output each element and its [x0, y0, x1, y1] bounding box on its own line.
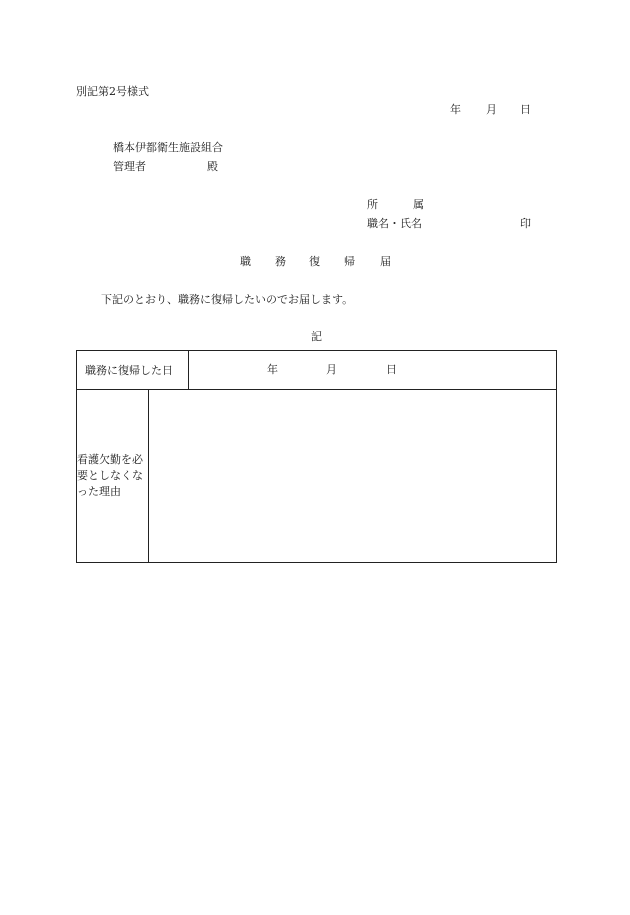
addressee-manager: 管理者: [113, 160, 146, 173]
addressee-honorific: 殿: [207, 160, 218, 173]
title-char-3: 復: [309, 255, 320, 268]
intro-text: 下記のとおり、職務に復帰したいのでお届します。: [101, 293, 354, 306]
addressee-organization: 橋本伊都衛生施設組合: [113, 141, 223, 154]
return-date-month-label: 月: [326, 363, 337, 376]
date-day-label: 日: [520, 103, 531, 116]
reason-row: [77, 390, 557, 563]
return-date-row: [77, 351, 557, 390]
form-number: 別記第2号様式: [76, 85, 149, 98]
return-date-year-label: 年: [267, 363, 278, 376]
ki-label: 記: [311, 330, 322, 343]
affiliation-label-char-2: 属: [413, 198, 424, 211]
seal-label: 印: [520, 217, 531, 230]
title-char-4: 帰: [344, 255, 355, 268]
return-date-value-cell[interactable]: [189, 351, 557, 390]
title-char-5: 届: [380, 255, 391, 268]
title-char-1: 職: [240, 255, 251, 268]
date-year-label: 年: [450, 103, 461, 116]
return-date-day-label: 日: [386, 363, 397, 376]
date-month-label: 月: [486, 103, 497, 116]
applicant-name-label: 職名・氏名: [367, 217, 422, 230]
return-date-label: 職務に復帰した日: [77, 351, 189, 390]
title-char-2: 務: [275, 255, 286, 268]
return-to-duty-table: [76, 350, 557, 563]
reason-value-cell[interactable]: [149, 390, 557, 563]
affiliation-label-char-1: 所: [367, 198, 378, 211]
reason-label: 看護欠勤を必要としなくなった理由: [77, 390, 149, 563]
